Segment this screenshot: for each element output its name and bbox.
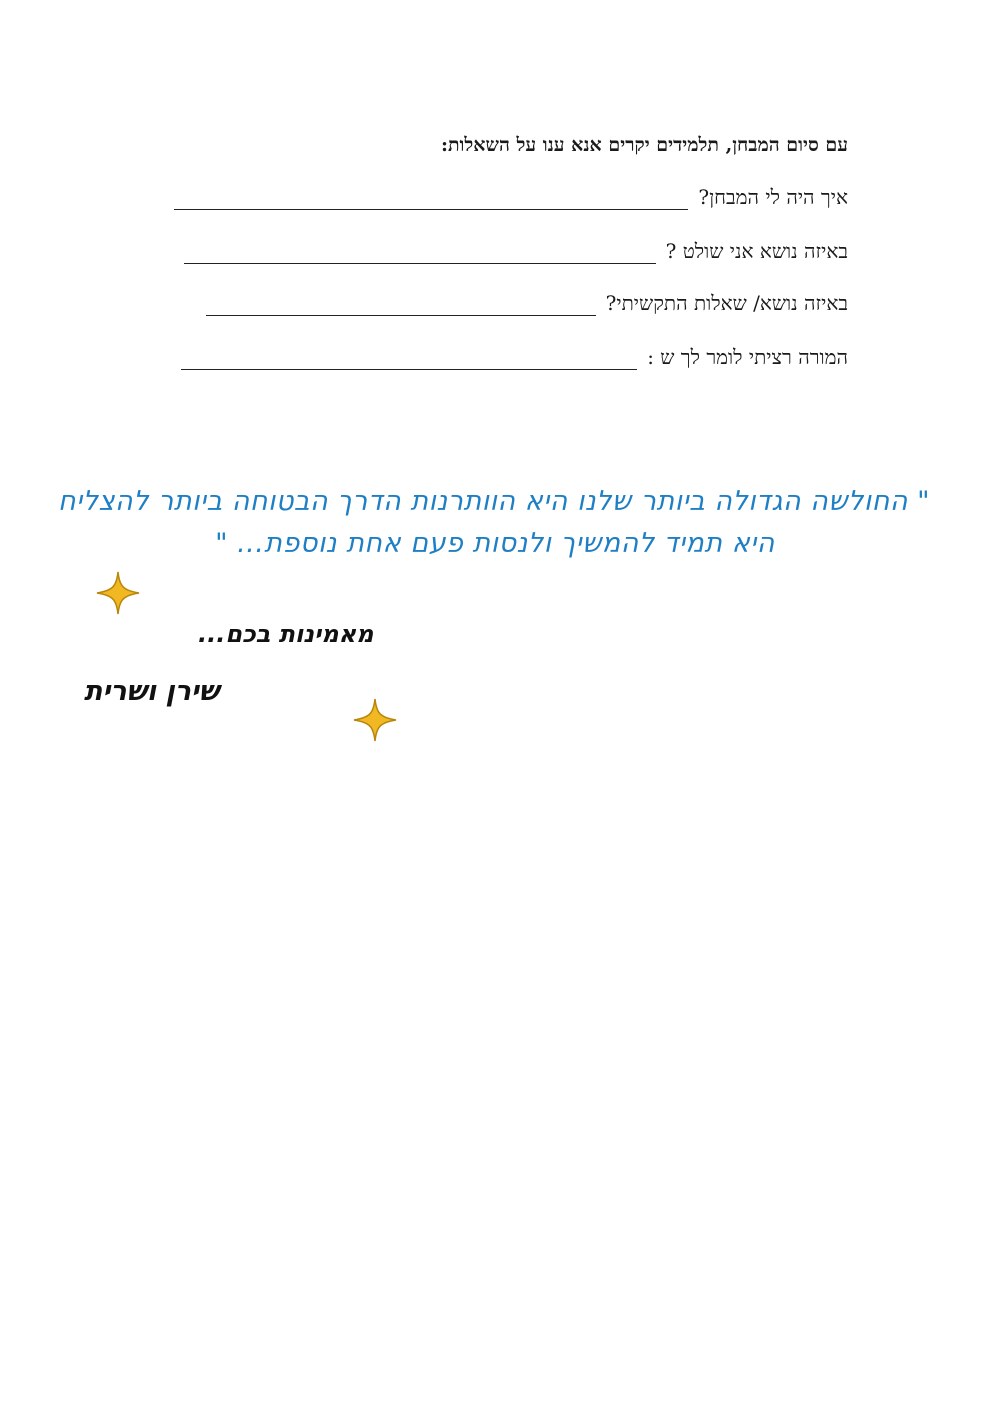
signature: שירן ושרית <box>84 676 220 707</box>
answer-line[interactable] <box>206 295 596 316</box>
question-row-4 <box>181 344 848 370</box>
quote-line-1: " החולשה הגדולה ביותר שלנו היא הוותרנות הדרך הבטוחה ביותר להצליח <box>58 486 930 517</box>
believe-in-you-text: מאמינות בכם... <box>198 620 374 648</box>
star-icon <box>352 697 398 743</box>
question-row-3 <box>206 290 848 316</box>
answer-line[interactable] <box>181 349 637 370</box>
question-label: המורה רציתי לומר לך ש : <box>647 345 848 369</box>
question-label: באיזה נושא אני שולט ? <box>665 239 848 263</box>
star-icon <box>95 570 141 616</box>
question-label: איך היה לי המבחן? <box>698 185 848 209</box>
question-row-1 <box>174 184 848 210</box>
quote-line-2: היא תמיד להמשיך ולנסות פעם אחת נוספת... " <box>215 528 775 559</box>
answer-line[interactable] <box>174 189 688 210</box>
question-row-2 <box>184 238 848 264</box>
instructions-heading: עם סיום המבחן, תלמידים יקרים אנא ענו על השאלות: <box>440 134 848 156</box>
answer-line[interactable] <box>184 243 656 264</box>
question-label: באיזה נושא/ שאלות התקשיתי? <box>605 291 848 315</box>
